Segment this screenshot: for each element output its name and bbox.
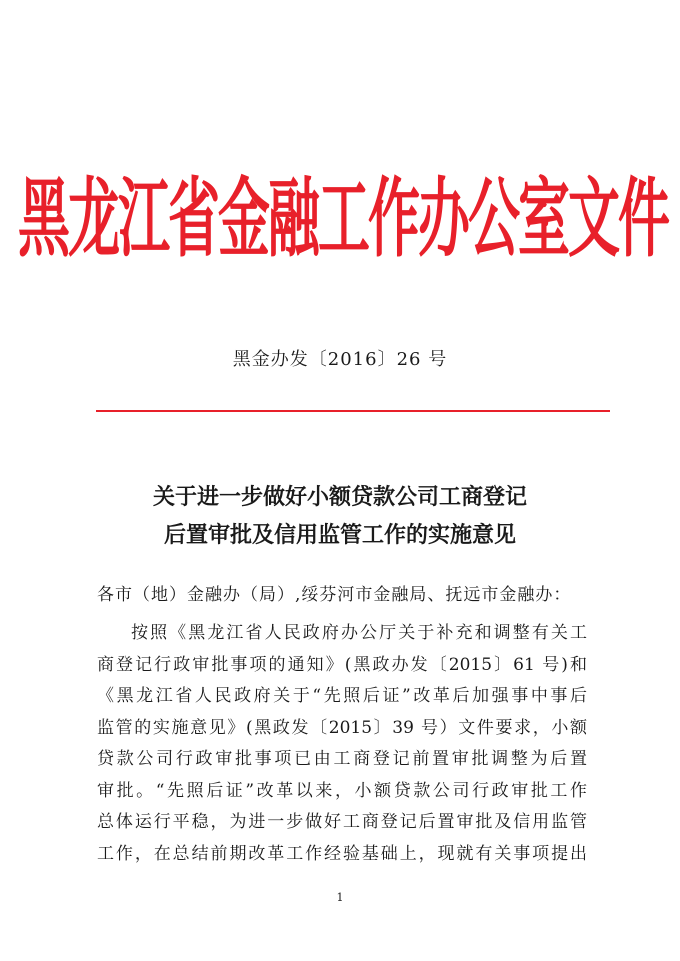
document-title [0, 478, 680, 554]
body-line: 审批。“先照后证”改革以来，小额贷款公司行政审批工作 [97, 780, 587, 801]
body-paragraph [97, 618, 587, 870]
body-line: 工作，在总结前期改革工作经验基础上，现就有关事项提出 [97, 843, 587, 864]
title-line-2: 后置审批及信用监管工作的实施意见 [163, 522, 516, 548]
body-line: 按照《黑龙江省人民政府办公厅关于补充和调整有关工 [131, 623, 587, 643]
document-masthead: 黑龙江省金融工作办公室文件 [18, 169, 669, 269]
document-number: 黑金办发〔2016〕26 号 [232, 349, 448, 370]
body-line: 贷款公司行政审批事项已由工商登记前置审批调整为后置 [97, 749, 587, 769]
salutation: 各市（地）金融办（局）,绥芬河市金融局、抚远市金融办： [97, 585, 572, 605]
body-line: 商登记行政审批事项的通知》(黑政办发〔2015〕61 号)和 [97, 654, 587, 675]
page-number: 1 [336, 891, 344, 904]
body-line: 《黑龙江省人民政府关于“先照后证”改革后加强事中事后 [97, 686, 587, 706]
body-line: 监管的实施意见》(黑政发〔2015〕39 号）文件要求，小额 [97, 717, 587, 738]
body-line: 总体运行平稳，为进一步做好工商登记后置审批及信用监管 [97, 812, 587, 832]
title-line-1: 关于进一步做好小额贷款公司工商登记 [152, 484, 527, 510]
red-separator-rule [96, 410, 610, 412]
